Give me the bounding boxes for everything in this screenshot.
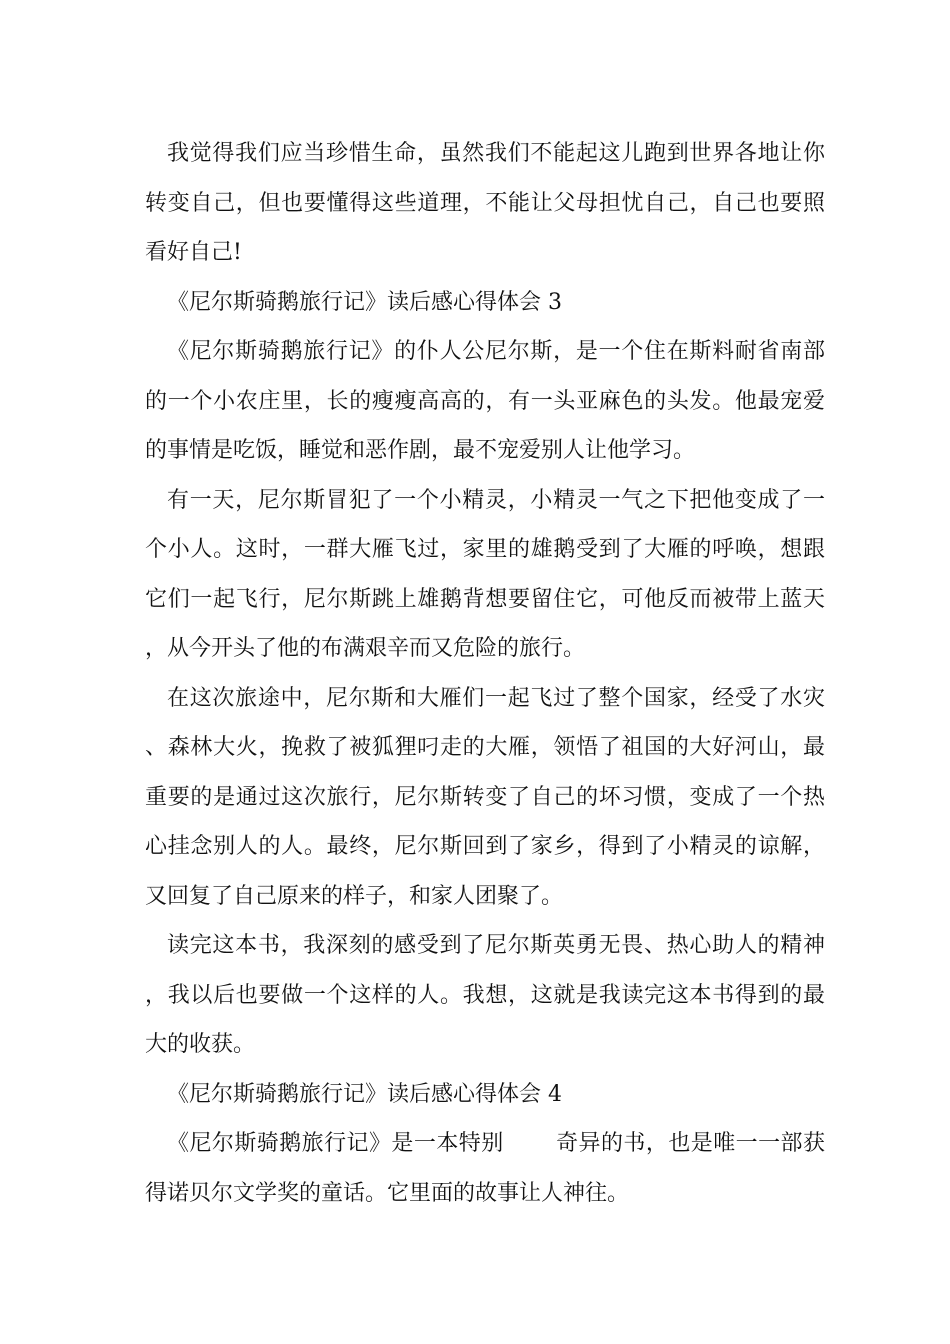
- paragraph-6: [145, 1119, 825, 1218]
- paragraph-1: 我觉得我们应当珍惜生命，虽然我们不能起这儿跑到世界各地让你转变自己，但也要懂得这些道理，不能让父母担忧自己，自己也要照看好自己!: [145, 141, 825, 265]
- paragraph-3: 有一天，尼尔斯冒犯了一个小精灵，小精灵一气之下把他变成了一个小人。这时，一群大雁飞过，家里的雄鹅受到了大雁的呼唤，想跟它们一起飞行，尼尔斯跳上雄鹅背想要留住它，可他反而被带上蓝天，从今开头了他的布满艰辛而又危险的旅行。: [145, 487, 825, 661]
- paragraph-6-part2: 奇异的书，也是唯一一部获得诺贝尔文学奖的童话。它里面的故事让人神往。: [145, 1131, 825, 1206]
- paragraph-5: 读完这本书，我深刻的感受到了尼尔斯英勇无畏、热心助人的精神，我以后也要做一个这样的人。我想，这就是我读完这本书得到的最大的收获。: [145, 933, 825, 1057]
- section-heading-4: 《尼尔斯骑鹅旅行记》读后感心得体会 4: [167, 1081, 562, 1107]
- paragraph-2: 《尼尔斯骑鹅旅行记》的仆人公尼尔斯，是一个住在斯料耐省南部的一个小农庄里，长的瘦瘦高高的，有一头亚麻色的头发。他最宠爱的事情是吃饭，睡觉和恶作剧，最不宠爱别人让他学习。: [145, 339, 825, 463]
- paragraph-4: 在这次旅途中，尼尔斯和大雁们一起飞过了整个国家，经受了水灾、森林大火，挽救了被狐狸叼走的大雁，领悟了祖国的大好河山，最重要的是通过这次旅行，尼尔斯转变了自己的坏习惯，变成了一个热心挂念别人的人。最终，尼尔斯回到了家乡，得到了小精灵的谅解，又回复了自己原来的样子，和家人团聚了。: [145, 685, 825, 909]
- section-heading-3: 《尼尔斯骑鹅旅行记》读后感心得体会 3: [167, 289, 562, 315]
- document-body: [145, 129, 825, 1218]
- paragraph-6-part1: 《尼尔斯骑鹅旅行记》是一本特别: [167, 1131, 504, 1156]
